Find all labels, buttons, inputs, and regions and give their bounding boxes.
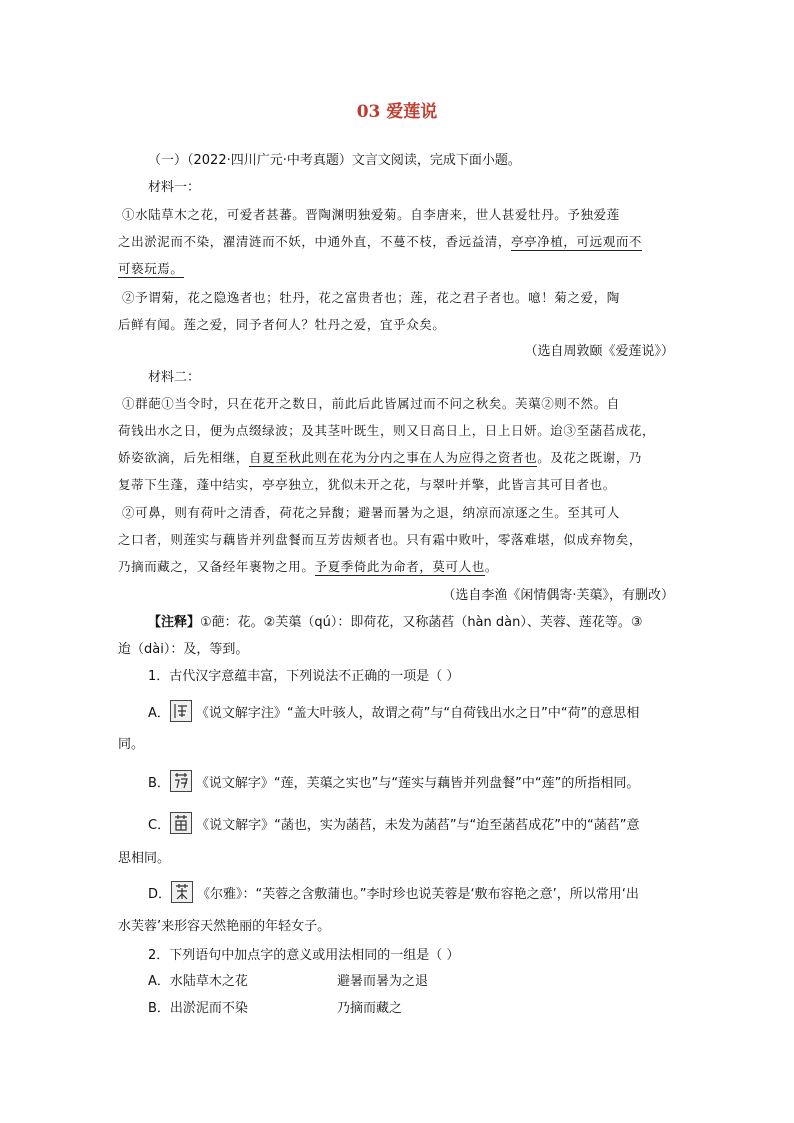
text-segment: 。 xyxy=(484,559,498,574)
material-2-source: （选自李渔《闲情偶寄·芙蕖》，有删改） xyxy=(442,588,674,603)
option-label: D． xyxy=(148,887,172,902)
material-1-text xyxy=(118,259,184,277)
material-1-text: ①水陆草木之花，可爱者甚蕃。晋陶渊明独爱菊。自李唐来，世人甚爱牡丹。予独爱莲 xyxy=(122,207,620,222)
page-title: 03 爱莲说 xyxy=(356,102,438,122)
material-2-text xyxy=(118,448,642,466)
question-1-stem: 1．古代汉字意蕴丰富，下列说法不正确的一项是（ ） xyxy=(148,669,460,684)
material-2-text: 荷钱出水之日，便为点缀绿波；及其茎叶既生，则又日高日上，日上日妍。迨③至菡萏成花， xyxy=(118,423,656,438)
material-2-text xyxy=(118,557,498,575)
material-2-label: 材料二： xyxy=(148,370,201,385)
text-segment: 。及花之既谢，乃 xyxy=(537,450,643,465)
material-2-text: 之口者，则莲实与藕皆并列盘餐而互芳齿颊者也。只有霜中败叶，零落难堪，似成弃物矣， xyxy=(118,532,643,547)
question-1-option-d xyxy=(148,881,639,903)
text-segment: 之出淤泥而不染，濯清涟而不妖，中通外直，不蔓不枝，香远益清， xyxy=(118,234,512,249)
question-1-option-a xyxy=(148,700,639,722)
seal-script-he-icon xyxy=(170,700,192,722)
seal-script-lian-icon xyxy=(170,770,192,792)
material-2-text: ①群葩①当令时，只在花开之数日，前此后此皆属过而不问之秋矣。芙蕖②则不然。自 xyxy=(122,396,620,411)
notes-text: 迨（dài）：及，等到。 xyxy=(118,642,249,657)
seal-script-fu-icon xyxy=(171,881,193,903)
material-1-label: 材料一： xyxy=(148,180,201,195)
option-label: C． xyxy=(148,818,171,833)
material-1-text: 后鲜有闻。莲之爱，同予者何人？牡丹之爱，宜乎众矣。 xyxy=(118,317,446,332)
option-text: B．出淤泥而不染 xyxy=(148,1001,248,1016)
material-1-text: ②予谓菊，花之隐逸者也；牡丹，花之富贵者也；莲，花之君子者也。噫！菊之爱，陶 xyxy=(122,290,620,305)
text-segment: 娇姿欲滴，后先相继， xyxy=(118,450,250,465)
underlined-text: 亭亭净植，可远观而不 xyxy=(511,234,643,249)
seal-script-han-icon xyxy=(170,812,192,834)
option-text: 避暑而暑为之退 xyxy=(337,974,429,989)
option-text: 水芙蓉’来形容天然艳丽的年轻女子。 xyxy=(118,919,331,934)
material-1-text xyxy=(118,232,642,250)
option-text: 乃摘而藏之 xyxy=(337,1001,403,1016)
option-text: 思相同。 xyxy=(118,851,171,866)
underlined-text: 自夏至秋此则在花为分内之事在人为应得之资者也 xyxy=(249,450,538,465)
question-1-option-c xyxy=(148,812,640,834)
question-intro: （一）（2022·四川广元·中考真题）文言文阅读，完成下面小题。 xyxy=(148,153,521,168)
question-1-option-b xyxy=(148,770,639,792)
option-text: 同。 xyxy=(118,737,145,752)
question-2-stem: 2．下列语句中加点字的意义或用法相同的一组是（ ） xyxy=(148,948,460,963)
option-text: 《说文解字注》“盖大叶骇人，故谓之荷”与“自荷钱出水之日”中“荷”的意思相 xyxy=(195,706,640,721)
underlined-text: 可亵玩焉。 xyxy=(118,261,184,276)
notes-text: ①葩：花。②芙蕖（qú）：即荷花，又称菡萏（hàn dàn）、芙蓉、莲花等。③ xyxy=(200,615,643,630)
material-2-text: 复蒂下生蓬，蓬中结实，亭亭独立，犹似未开之花，与翠叶并擎，此皆言其可目者也。 xyxy=(118,477,616,492)
option-text: A．水陆草木之花 xyxy=(148,974,248,989)
notes xyxy=(148,611,643,630)
text-segment: 乃摘而藏之，又备经年裹物之用。 xyxy=(118,559,315,574)
underlined-text: 予夏季倚此为命者，莫可人也 xyxy=(314,559,485,574)
notes-label: 【注释】 xyxy=(148,615,201,630)
material-2-text: ②可鼻，则有荷叶之清香，荷花之异馥；避暑而暑为之退，纳凉而凉逐之生。至其可人 xyxy=(122,505,620,520)
option-text: 《说文解字》“菡也，实为菡萏，未发为菡萏”与“迨至菡萏成花”中的“菡萏”意 xyxy=(196,818,640,833)
option-text: 《尔雅》：“芙蓉之含敷蒲也。”李时珍也说芙蓉是‘敷布容艳之意’，所以常用‘出 xyxy=(197,887,639,902)
question-2-option-b xyxy=(148,997,628,1016)
question-2-option-a xyxy=(148,970,628,989)
option-label: A． xyxy=(148,706,170,721)
option-label: B． xyxy=(148,776,170,791)
option-text: 《说文解字》“莲，芙蕖之实也”与“莲实与藕皆并列盘餐”中“莲”的所指相同。 xyxy=(195,776,640,791)
material-1-source: （选自周敦颐《爱莲说》） xyxy=(524,344,674,359)
